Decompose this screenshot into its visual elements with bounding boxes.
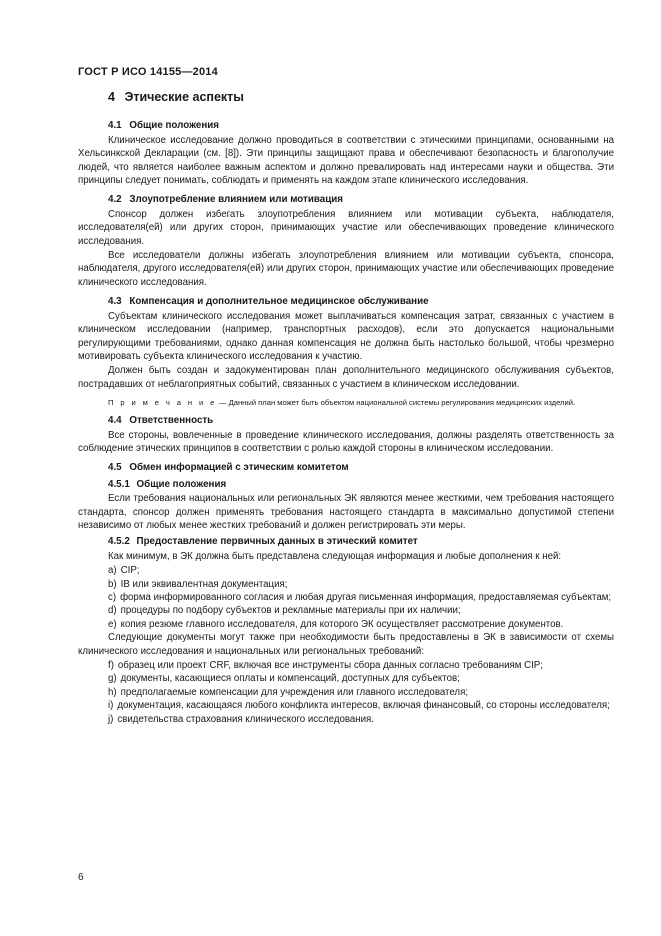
list-item-text: копия резюме главного исследователя, для которого ЭК осуществляет рассмотрение документов. <box>120 618 564 630</box>
list-item-text: IB или эквивалентная документация; <box>120 578 288 590</box>
paragraph: Если требования национальных или региональных ЭК являются менее жесткими, чем требования настоящего стандарта, спонсор должен применять требования настоящего стандарта в максимально допустимой степени независимо от любых менее жестких требований и должен регистрировать эти меры. <box>78 493 614 531</box>
list-item-marker: f) <box>108 660 114 672</box>
list-item <box>78 713 614 726</box>
note-label: П р и м е ч а н и е <box>108 398 217 408</box>
subsection-number: 4.5 <box>108 462 122 474</box>
paragraph: Все исследователи должны избегать злоупотребления влиянием или мотивации субъекта, спонсора, наблюдателя, другого исследователя(ей) или других сторон, принимающих участие или обеспечивающих проведение клинического исследования. <box>78 250 614 288</box>
section-heading <box>108 91 614 104</box>
list-item <box>78 604 614 617</box>
subsection-heading-4-1 <box>108 119 614 132</box>
list-item-marker: h) <box>108 686 117 698</box>
list-item-marker: c) <box>108 592 117 603</box>
list-required <box>78 564 614 631</box>
note <box>78 397 614 408</box>
subsection-title: Компенсация и дополнительное медицинское обслуживание <box>129 296 429 308</box>
subsection-title: Предоставление первичных данных в этический комитет <box>136 536 418 548</box>
list-item-text: предполагаемые компенсации для учреждения или главного исследователя; <box>120 686 469 698</box>
paragraph: Должен быть создан и задокументирован план дополнительного медицинского обслуживания субъектов, пострадавших от неблагоприятных событий, связанных с участием в клиническом исследовании. <box>78 365 614 390</box>
list-item <box>78 659 614 672</box>
list-item-marker: b) <box>108 578 117 590</box>
subsection-heading-4-5-1 <box>108 478 614 491</box>
list-item-text: CIP; <box>120 565 140 577</box>
subsection-heading-4-5-2 <box>108 535 614 548</box>
subsection-number: 4.4 <box>108 415 122 427</box>
subsection-heading-4-5 <box>108 461 614 474</box>
list-item <box>78 672 614 685</box>
subsection-number: 4.5.2 <box>108 536 130 548</box>
subsection-title: Обмен информацией с этическим комитетом <box>129 462 349 474</box>
subsection-heading-4-2 <box>108 193 614 206</box>
document-body <box>78 91 614 726</box>
list-item-marker: e) <box>108 618 117 630</box>
list-item-marker: g) <box>108 673 117 685</box>
subsection-heading-4-3 <box>108 295 614 308</box>
list-item-text: процедуры по подбору субъектов и рекламные материалы при их наличии; <box>120 605 461 617</box>
document-header: ГОСТ Р ИСО 14155—2014 <box>78 66 218 78</box>
list-item-text: образец или проект CRF, включая все инструменты сбора данных согласно требованиям CIP; <box>117 660 543 672</box>
list-item-marker: a) <box>108 565 117 577</box>
subsection-title: Общие положения <box>136 478 227 490</box>
subsection-title: Злоупотребление влиянием или мотивация <box>129 194 343 206</box>
paragraph: Клиническое исследование должно проводиться в соответствии с этическими принципами, основанными на Хельсинкской Декларации (см. [8]). Эти принципы защищают права и обеспечивают безопасность и благополучие людей, что является наиболее важным аспектом и должно превалировать над интересами науки и общества. Эти принципы следует понимать, соблюдать и применять на каждом этапе клинического исследования. <box>78 134 614 187</box>
list-item-marker: i) <box>108 700 114 712</box>
list-item-text: документация, касающаяся любого конфликта интересов, включая финансовый, со стороны исследователя; <box>117 700 610 712</box>
paragraph: Спонсор должен избегать злоупотребления влиянием или мотивации субъекта, наблюдателя, исследователя(ей) или других сторон, принимающих участие или обеспечивающих проведение клинического исследования. <box>78 208 614 247</box>
list-item <box>78 578 614 591</box>
list-item <box>78 564 614 577</box>
list-item-text: свидетельства страхования клинического исследования. <box>117 713 374 725</box>
list-item-text: документы, касающиеся оплаты и компенсаций, доступных для субъектов; <box>120 673 460 685</box>
paragraph: Как минимум, в ЭК должна быть представлена следующая информация и любые дополнения к ней: <box>108 550 562 562</box>
note-text: — Данный план может быть объектом национальной системы регулирования медицинских изделий. <box>216 398 576 408</box>
subsection-number: 4.2 <box>108 194 122 206</box>
list-item <box>78 699 614 712</box>
list-item <box>78 618 614 631</box>
subsection-title: Общие положения <box>129 120 220 132</box>
list-item-marker: d) <box>108 605 117 617</box>
paragraph: Все стороны, вовлеченные в проведение клинического исследования, должны разделять ответственность за соблюдение этических принципов в соответствии с ролью каждой стороны в клиническом исследовании. <box>78 429 614 454</box>
list-item <box>78 591 614 604</box>
list-item-marker: j) <box>108 713 114 725</box>
list-item-text: форма информированного согласия и любая другая письменная информация, предоставляемая субъектам; <box>120 592 612 603</box>
subsection-title: Ответственность <box>129 415 214 427</box>
section-number: 4 <box>108 90 115 104</box>
subsection-number: 4.3 <box>108 296 122 308</box>
list-optional <box>78 659 614 726</box>
paragraph: Следующие документы могут также при необходимости быть предоставлены в ЭК в зависимости от схемы клинического исследования и национальных или региональных требований: <box>78 632 614 657</box>
list-item <box>78 686 614 699</box>
paragraph: Субъектам клинического исследования может выплачиваться компенсация затрат, связанных с участием в клиническом исследовании (например, транспортных расходов), если это допускается национальными регулирующими требованиями, однако данная компенсация не должна быть настолько большой, чтобы чрезмерно мотивировать субъекта клинического исследования к участию. <box>78 310 614 362</box>
subsection-heading-4-4 <box>108 414 614 427</box>
subsection-number: 4.5.1 <box>108 478 130 490</box>
page-number: 6 <box>78 872 84 883</box>
subsection-number: 4.1 <box>108 120 122 132</box>
section-title: Этические аспекты <box>124 90 244 104</box>
